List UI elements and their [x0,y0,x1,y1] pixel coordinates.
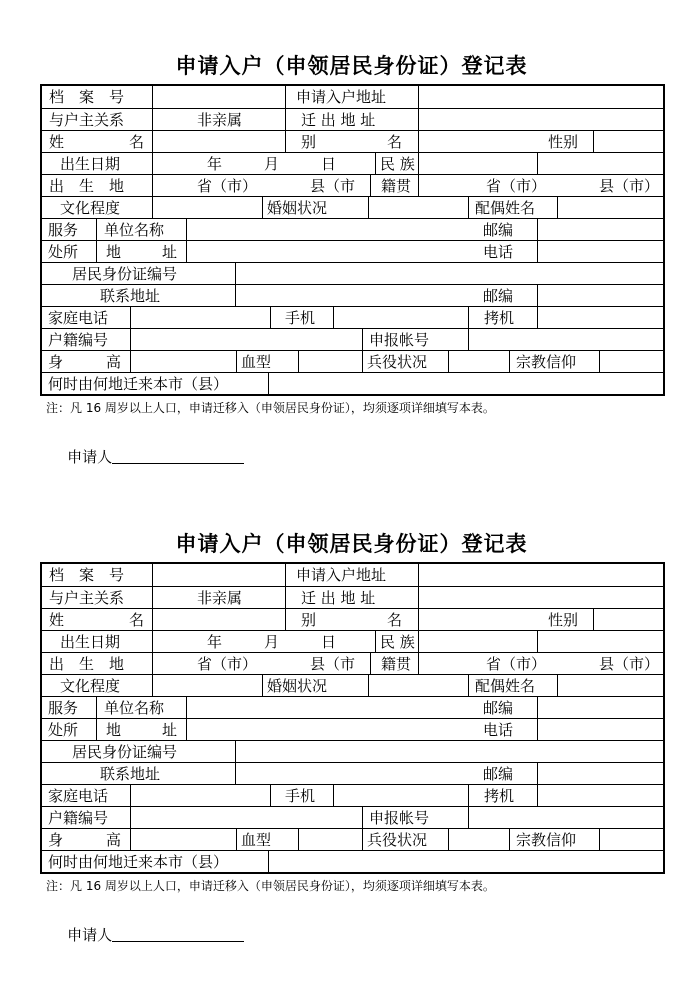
unit-name-field[interactable] [186,697,469,719]
table-row [42,850,663,873]
postcode-field-2[interactable] [537,285,664,307]
relation-label: 与户主关系 [49,111,125,129]
table-row [42,86,663,108]
unit-name-field[interactable] [186,219,469,241]
move-when-field[interactable] [268,373,664,395]
ethnicity-field[interactable] [418,153,538,175]
table-row [42,564,663,586]
form-table [40,84,665,396]
year-label: 年 [207,155,223,173]
id-no-label: 居民身份证编号 [72,743,178,761]
table-row [42,608,663,631]
table-row [42,828,663,851]
height-label-gao: 高 [106,831,122,849]
ethnicity-label: 民 族 [375,631,415,653]
address-label-zhi: 址 [162,243,178,261]
table-row [42,350,663,373]
home-phone-field[interactable] [130,307,271,329]
move-when-label: 何时由何地迁来本市（县） [48,375,229,393]
contact-address-field[interactable] [235,763,469,785]
form-title: 申请入户（申领居民身份证）登记表 [175,54,528,78]
move-address-label: 迁 出 地 址 [285,587,375,609]
move-address-field[interactable] [418,587,664,609]
marital-field[interactable] [368,197,469,219]
spouse-label: 配偶姓名 [468,675,535,697]
table-row [42,262,663,285]
work-address-field[interactable] [186,241,469,263]
work-address-field[interactable] [186,719,469,741]
applicant-signature [48,428,244,485]
education-label: 文化程度 [60,677,121,695]
height-field[interactable] [130,351,237,373]
name-label-xing: 姓 [49,133,65,151]
table-row [42,196,663,219]
form-table [40,562,665,874]
apply-address-label: 申请入户地址 [285,564,386,586]
file-no-field[interactable] [152,86,286,108]
pager-label: 拷机 [468,307,514,329]
table-row [42,586,663,609]
id-no-label: 居民身份证编号 [72,265,178,283]
mobile-field[interactable] [333,785,469,807]
alias-field[interactable] [418,609,545,631]
birth-date-label: 出生日期 [60,155,121,173]
hukou-no-label: 户籍编号 [48,809,109,827]
contact-address-label: 联系地址 [100,765,161,783]
id-no-field[interactable] [235,741,664,763]
address-label-di: 地 [106,721,122,739]
name-label-ming: 名 [129,133,145,151]
name-field[interactable] [152,609,286,631]
apply-address-field[interactable] [418,86,664,108]
alias-label-bie: 别 [285,609,316,631]
phone-label: 电话 [483,721,514,739]
account-no-field[interactable] [468,329,664,351]
unit-name-label: 单位名称 [96,219,164,241]
mobile-label: 手机 [270,785,315,807]
month-label: 月 [264,155,280,173]
province-city-label: 省（市） [197,177,258,195]
postcode-label-2: 邮编 [483,765,514,783]
contact-address-field[interactable] [235,285,469,307]
county-city-label-2: 县（市） [599,177,660,195]
applicant-label: 申请人 [67,926,113,944]
table-row [42,130,663,153]
table-row [42,152,663,175]
move-address-field[interactable] [418,109,664,131]
marital-label: 婚姻状况 [262,197,327,219]
marital-field[interactable] [368,675,469,697]
account-no-label: 申报帐号 [362,329,429,351]
gender-field[interactable] [593,609,664,631]
education-label: 文化程度 [60,199,121,217]
table-row [42,218,663,241]
file-no-label: 档 案 号 [49,566,125,584]
name-field[interactable] [152,131,286,153]
apply-address-label: 申请入户地址 [285,86,386,108]
mobile-label: 手机 [270,307,315,329]
birthplace-label: 出 生 地 [49,177,125,195]
religion-label: 宗教信仰 [509,829,576,851]
alias-label-ming: 名 [387,133,403,151]
birthplace-label: 出 生 地 [49,655,125,673]
alias-field[interactable] [418,131,545,153]
table-row [42,806,663,829]
county-city-label: 县（市 [310,655,356,673]
ethnicity-label: 民 族 [375,153,415,175]
place-label: 处所 [48,243,79,261]
name-label-ming: 名 [129,611,145,629]
table-row [42,174,663,197]
relation-label: 与户主关系 [49,589,125,607]
home-phone-field[interactable] [130,785,271,807]
file-no-label: 档 案 号 [49,88,125,106]
alias-label-bie: 别 [285,131,316,153]
applicant-field[interactable] [112,448,244,464]
table-row [42,306,663,329]
account-no-label: 申报帐号 [362,807,429,829]
pager-field[interactable] [537,785,664,807]
address-label-zhi: 址 [162,721,178,739]
day-label: 日 [321,155,337,173]
table-row [42,372,663,395]
province-city-label-2: 省（市） [486,177,547,195]
address-label-di: 地 [106,243,122,261]
phone-field[interactable] [537,719,664,741]
unit-name-label: 单位名称 [96,697,164,719]
blood-field[interactable] [298,351,363,373]
hukou-no-field[interactable] [130,329,363,351]
applicant-signature [48,906,244,963]
postcode-label: 邮编 [483,699,514,717]
native-place-label: 籍贯 [370,175,411,197]
account-no-field[interactable] [468,807,664,829]
form-note: 注：凡 16 周岁以上人口，申请迁移入（申领居民身份证），均须逐项详细填写本表。 [46,879,495,893]
birth-date-label: 出生日期 [60,633,121,651]
hukou-no-label: 户籍编号 [48,331,109,349]
table-row [42,762,663,785]
postcode-label: 邮编 [483,221,514,239]
move-address-label: 迁 出 地 址 [285,109,375,131]
relation-value[interactable]: 非亲属 [152,587,286,609]
table-row [42,696,663,719]
gender-label: 性别 [548,133,579,151]
blood-label: 血型 [236,351,271,373]
table-row [42,784,663,807]
home-phone-label: 家庭电话 [48,787,109,805]
military-label: 兵役状况 [362,829,427,851]
name-label-xing: 姓 [49,611,65,629]
table-row [42,740,663,763]
move-when-label: 何时由何地迁来本市（县） [48,853,229,871]
spouse-label: 配偶姓名 [468,197,535,219]
religion-label: 宗教信仰 [509,351,576,373]
table-row [42,630,663,653]
phone-label: 电话 [483,243,514,261]
pager-field[interactable] [537,307,664,329]
height-field[interactable] [130,829,237,851]
pager-label: 拷机 [468,785,514,807]
postcode-label-2: 邮编 [483,287,514,305]
table-row [42,652,663,675]
table-row [42,328,663,351]
year-label: 年 [207,633,223,651]
service-label: 服务 [48,221,79,239]
spouse-field[interactable] [557,675,664,697]
blood-field[interactable] [298,829,363,851]
form-title: 申请入户（申领居民身份证）登记表 [175,532,528,556]
religion-field[interactable] [599,351,664,373]
table-row [42,284,663,307]
county-city-label-2: 县（市） [599,655,660,673]
applicant-label: 申请人 [67,448,113,466]
military-label: 兵役状况 [362,351,427,373]
home-phone-label: 家庭电话 [48,309,109,327]
day-label: 日 [321,633,337,651]
height-label-gao: 高 [106,353,122,371]
education-field[interactable] [152,197,263,219]
id-no-field[interactable] [235,263,664,285]
contact-address-label: 联系地址 [100,287,161,305]
applicant-field[interactable] [112,926,244,942]
spouse-field[interactable] [557,197,664,219]
postcode-field[interactable] [537,219,664,241]
postcode-field-2[interactable] [537,763,664,785]
blood-label: 血型 [236,829,271,851]
file-no-field[interactable] [152,564,286,586]
phone-field[interactable] [537,241,664,263]
education-field[interactable] [152,675,263,697]
mobile-field[interactable] [333,307,469,329]
military-field[interactable] [448,351,510,373]
place-label: 处所 [48,721,79,739]
military-field[interactable] [448,829,510,851]
religion-field[interactable] [599,829,664,851]
relation-value[interactable]: 非亲属 [152,109,286,131]
province-city-label-2: 省（市） [486,655,547,673]
service-label: 服务 [48,699,79,717]
height-label-shen: 身 [48,353,64,371]
county-city-label: 县（市 [310,177,356,195]
gender-field[interactable] [593,131,664,153]
gender-label: 性别 [548,611,579,629]
height-label-shen: 身 [48,831,64,849]
native-place-label: 籍贯 [370,653,411,675]
postcode-field[interactable] [537,697,664,719]
month-label: 月 [264,633,280,651]
table-row [42,240,663,263]
table-row [42,718,663,741]
table-row [42,674,663,697]
table-row [42,108,663,131]
ethnicity-field[interactable] [418,631,538,653]
province-city-label: 省（市） [197,655,258,673]
alias-label-ming: 名 [387,611,403,629]
hukou-no-field[interactable] [130,807,363,829]
form-note: 注：凡 16 周岁以上人口，申请迁移入（申领居民身份证），均须逐项详细填写本表。 [46,401,495,415]
marital-label: 婚姻状况 [262,675,327,697]
move-when-field[interactable] [268,851,664,873]
apply-address-field[interactable] [418,564,664,586]
